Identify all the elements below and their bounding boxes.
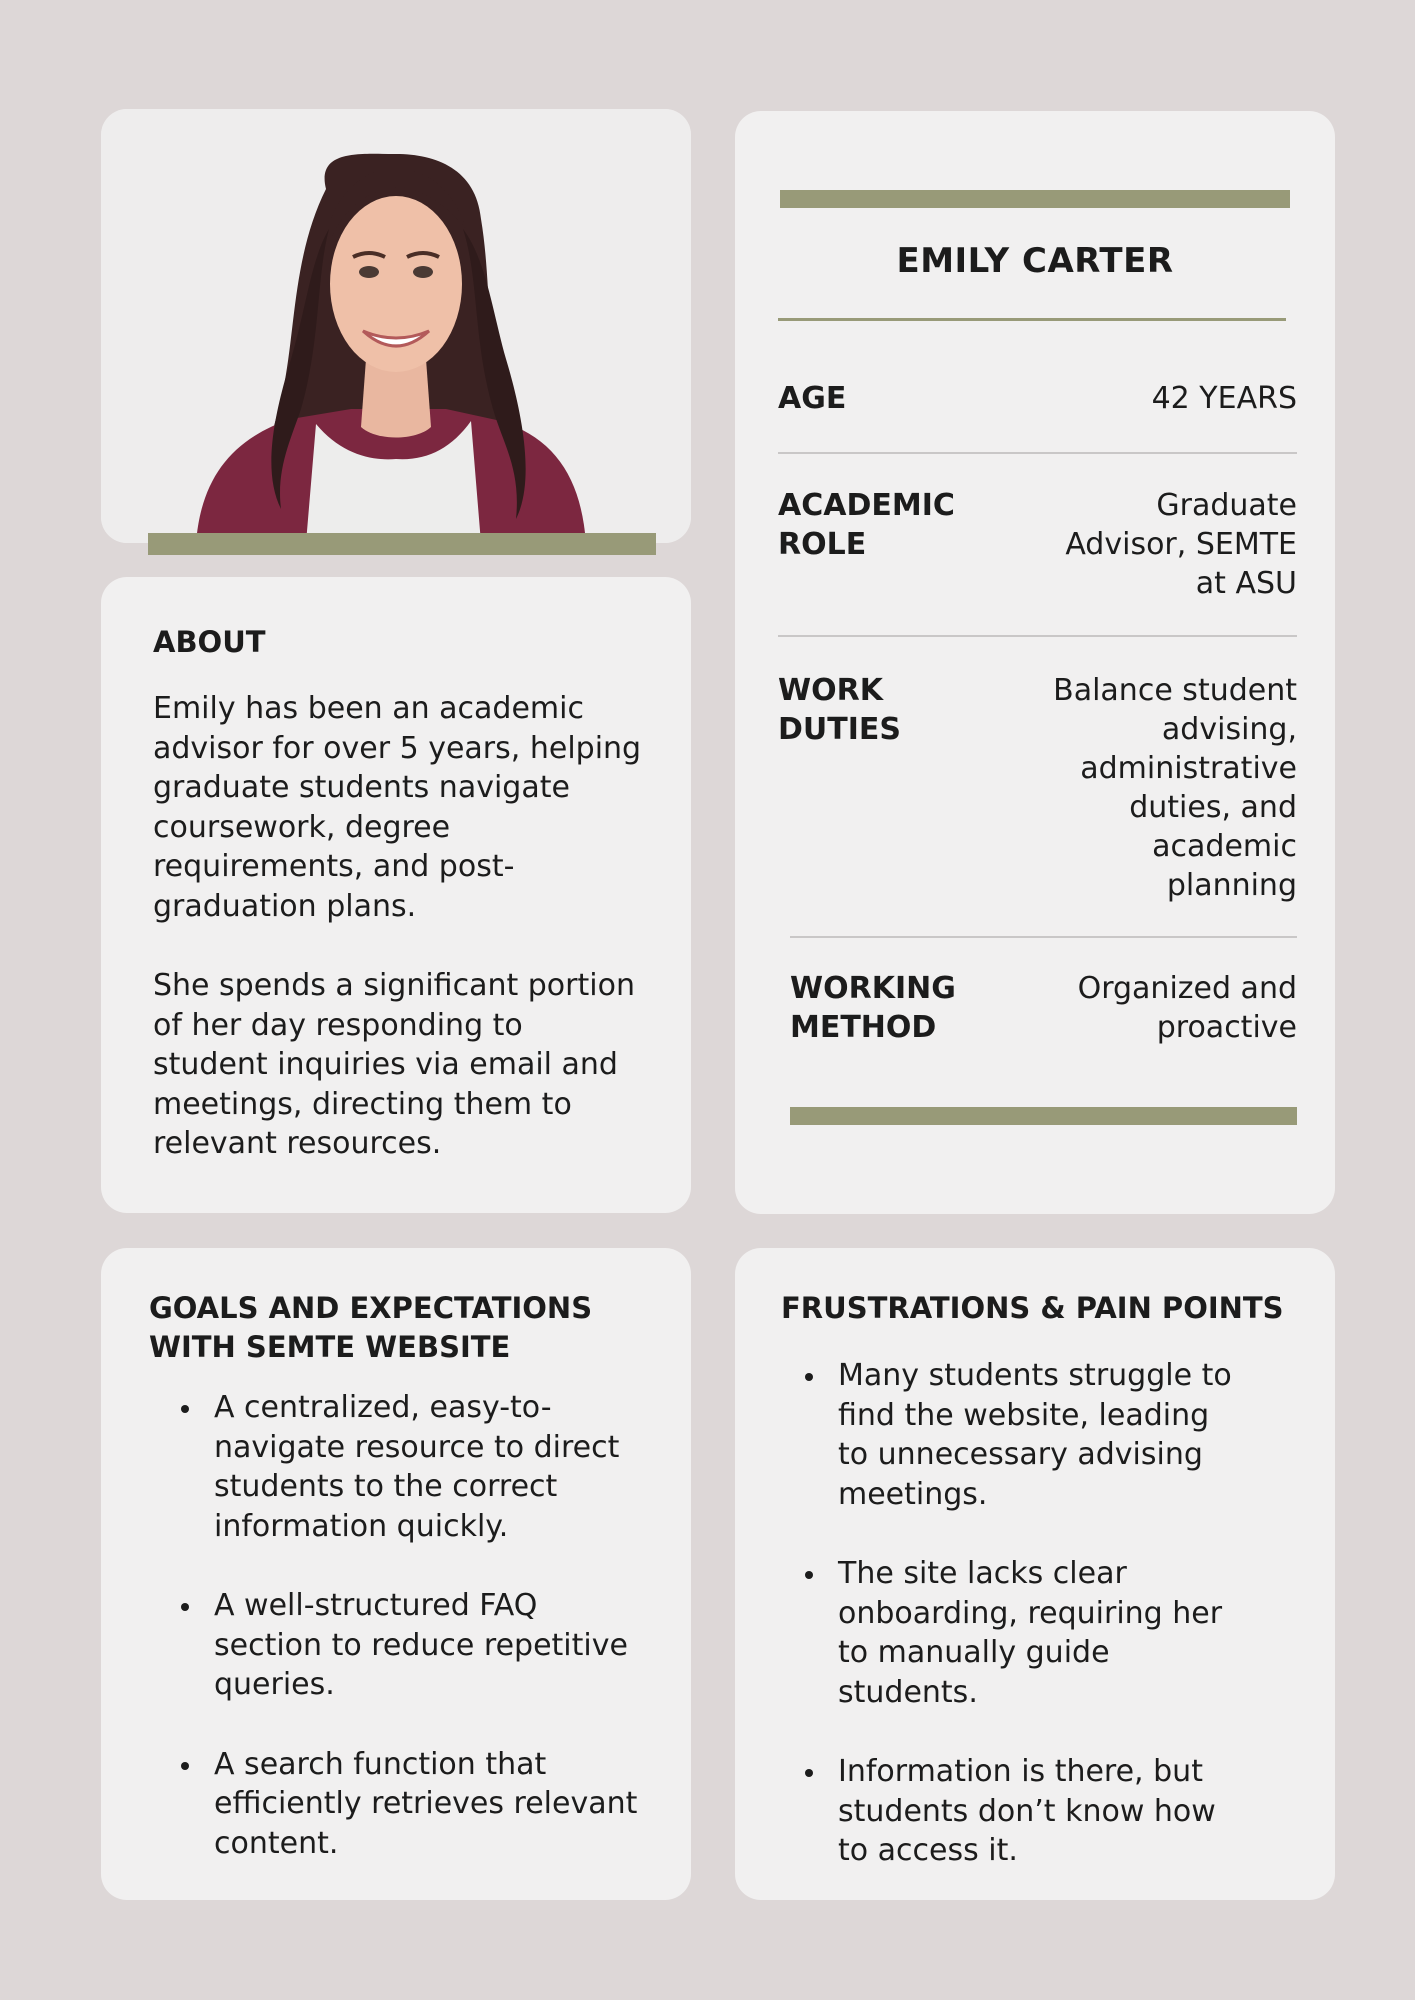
age-value: 42 YEARS: [1151, 381, 1297, 416]
row-divider: [778, 635, 1297, 637]
age-label: AGE: [778, 381, 847, 416]
name-accent-bar: [780, 190, 1290, 208]
frustrations-heading: FRUSTRATIONS & PAIN POINTS: [781, 1291, 1284, 1325]
academic-role-label: ACADEMIC ROLE: [778, 488, 955, 562]
about-paragraph-1: Emily has been an academic advisor for over 5 years, helping graduate students navigate coursework, degree requirements, and post- graduation plans.: [153, 691, 642, 924]
goals-heading: GOALS AND EXPECTATIONS WITH SEMTE WEBSITE: [149, 1291, 593, 1364]
about-heading: ABOUT: [153, 625, 266, 659]
working-method-label: WORKING METHOD: [790, 971, 956, 1045]
profile-bottom-accent-bar: [790, 1107, 1297, 1125]
working-method-value: Organized and proactive: [1077, 971, 1297, 1045]
work-duties-value: Balance student advising, administrative duties, and academic planning: [1053, 673, 1297, 903]
profile-photo: [101, 109, 691, 543]
academic-role-value: Graduate Advisor, SEMTE at ASU: [1065, 488, 1297, 601]
frustrations-card: [735, 1248, 1335, 1900]
frustrations-list: [838, 1356, 1308, 1911]
list-item: A well-structured FAQ section to reduce repetitive queries.: [214, 1586, 674, 1705]
profile-card: [735, 111, 1335, 1214]
photo-accent-bar: [148, 533, 656, 555]
goals-list: [214, 1388, 674, 1903]
about-card: [101, 577, 691, 1213]
row-divider: [778, 452, 1297, 454]
list-item: A centralized, easy-to- navigate resource to direct students to the correct information quickly.: [214, 1388, 674, 1546]
list-item: Many students struggle to find the website, leading to unnecessary advising meetings.: [838, 1356, 1308, 1514]
profile-photo-card: [101, 109, 691, 543]
list-item: Information is there, but students don’t know how to access it.: [838, 1752, 1308, 1871]
about-paragraph-2: She spends a significant portion of her day responding to student inquiries via email and meetings, directing them to relevant resources.: [153, 968, 635, 1161]
row-divider: [790, 936, 1297, 938]
name-divider: [778, 318, 1286, 321]
list-item: The site lacks clear onboarding, requiring her to manually guide students.: [838, 1554, 1308, 1712]
profile-name: EMILY CARTER: [896, 241, 1174, 281]
list-item: A search function that efficiently retrieves relevant content.: [214, 1745, 674, 1864]
work-duties-label: WORK DUTIES: [778, 673, 901, 747]
goals-card: [101, 1248, 691, 1900]
